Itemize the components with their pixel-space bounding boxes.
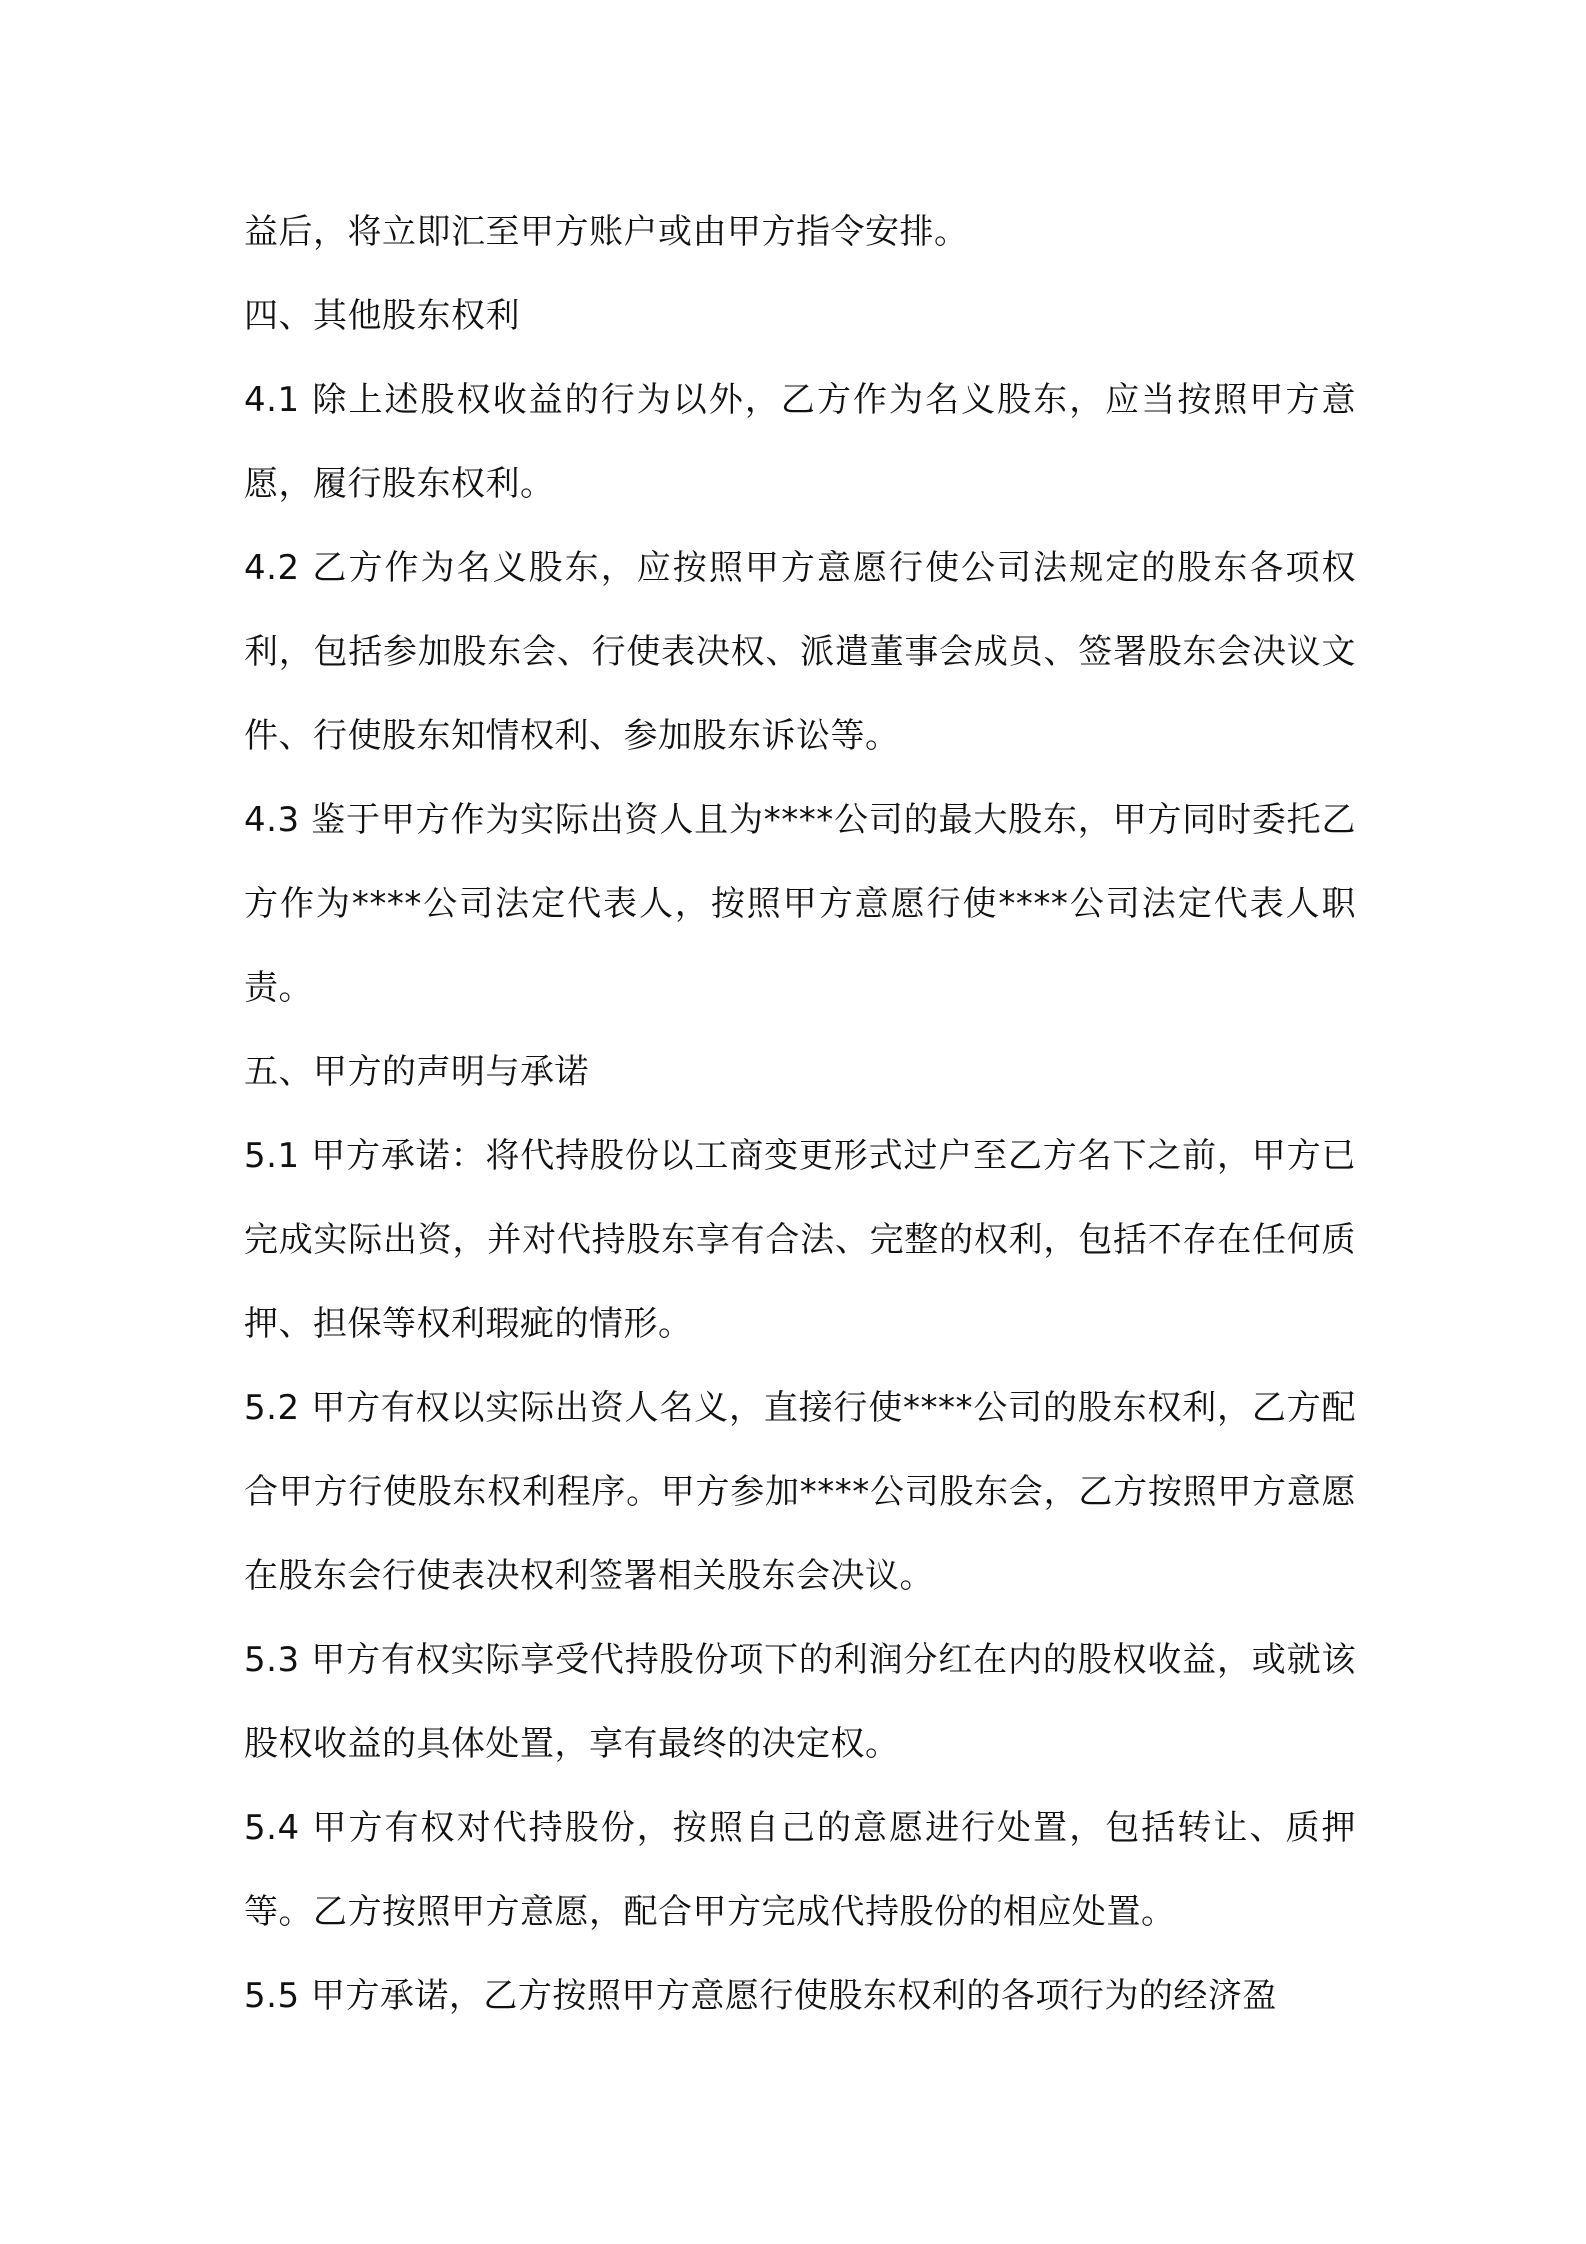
section-heading-4: 四、其他股东权利 xyxy=(244,296,520,336)
paragraph-continuation: 益后，将立即汇至甲方账户或由甲方指令安排。 xyxy=(244,212,969,252)
clause-5-3: 5.3 甲方有权实际享受代持股份项下的利润分红在内的股权收益，或就该股权收益的具体处置，享有最终的决定权。 xyxy=(244,1640,1356,1764)
clause-5-4: 5.4 甲方有权对代持股份，按照自己的意愿进行处置，包括转让、质押等。乙方按照甲方意愿，配合甲方完成代持股份的相应处置。 xyxy=(244,1808,1356,1932)
document-body xyxy=(244,190,1356,2038)
clause-4-2: 4.2 乙方作为名义股东，应按照甲方意愿行使公司法规定的股东各项权利，包括参加股东会、行使表决权、派遣董事会成员、签署股东会决议文件、行使股东知情权利、参加股东诉讼等。 xyxy=(244,548,1356,756)
clause-4-1: 4.1 除上述股权收益的行为以外，乙方作为名义股东，应当按照甲方意愿，履行股东权利。 xyxy=(244,380,1356,504)
clause-5-1: 5.1 甲方承诺：将代持股份以工商变更形式过户至乙方名下之前，甲方已完成实际出资，并对代持股东享有合法、完整的权利，包括不存在任何质押、担保等权利瑕疵的情形。 xyxy=(244,1136,1356,1344)
clause-4-3: 4.3 鉴于甲方作为实际出资人且为****公司的最大股东，甲方同时委托乙方作为****公司法定代表人，按照甲方意愿行使****公司法定代表人职责。 xyxy=(244,800,1356,1008)
clause-5-5: 5.5 甲方承诺，乙方按照甲方意愿行使股东权利的各项行为的经济盈 xyxy=(244,1976,1277,2016)
clause-5-2: 5.2 甲方有权以实际出资人名义，直接行使****公司的股东权利，乙方配合甲方行使股东权利程序。甲方参加****公司股东会，乙方按照甲方意愿在股东会行使表决权利签署相关股东会决议。 xyxy=(244,1388,1356,1596)
section-heading-5: 五、甲方的声明与承诺 xyxy=(244,1052,589,1092)
